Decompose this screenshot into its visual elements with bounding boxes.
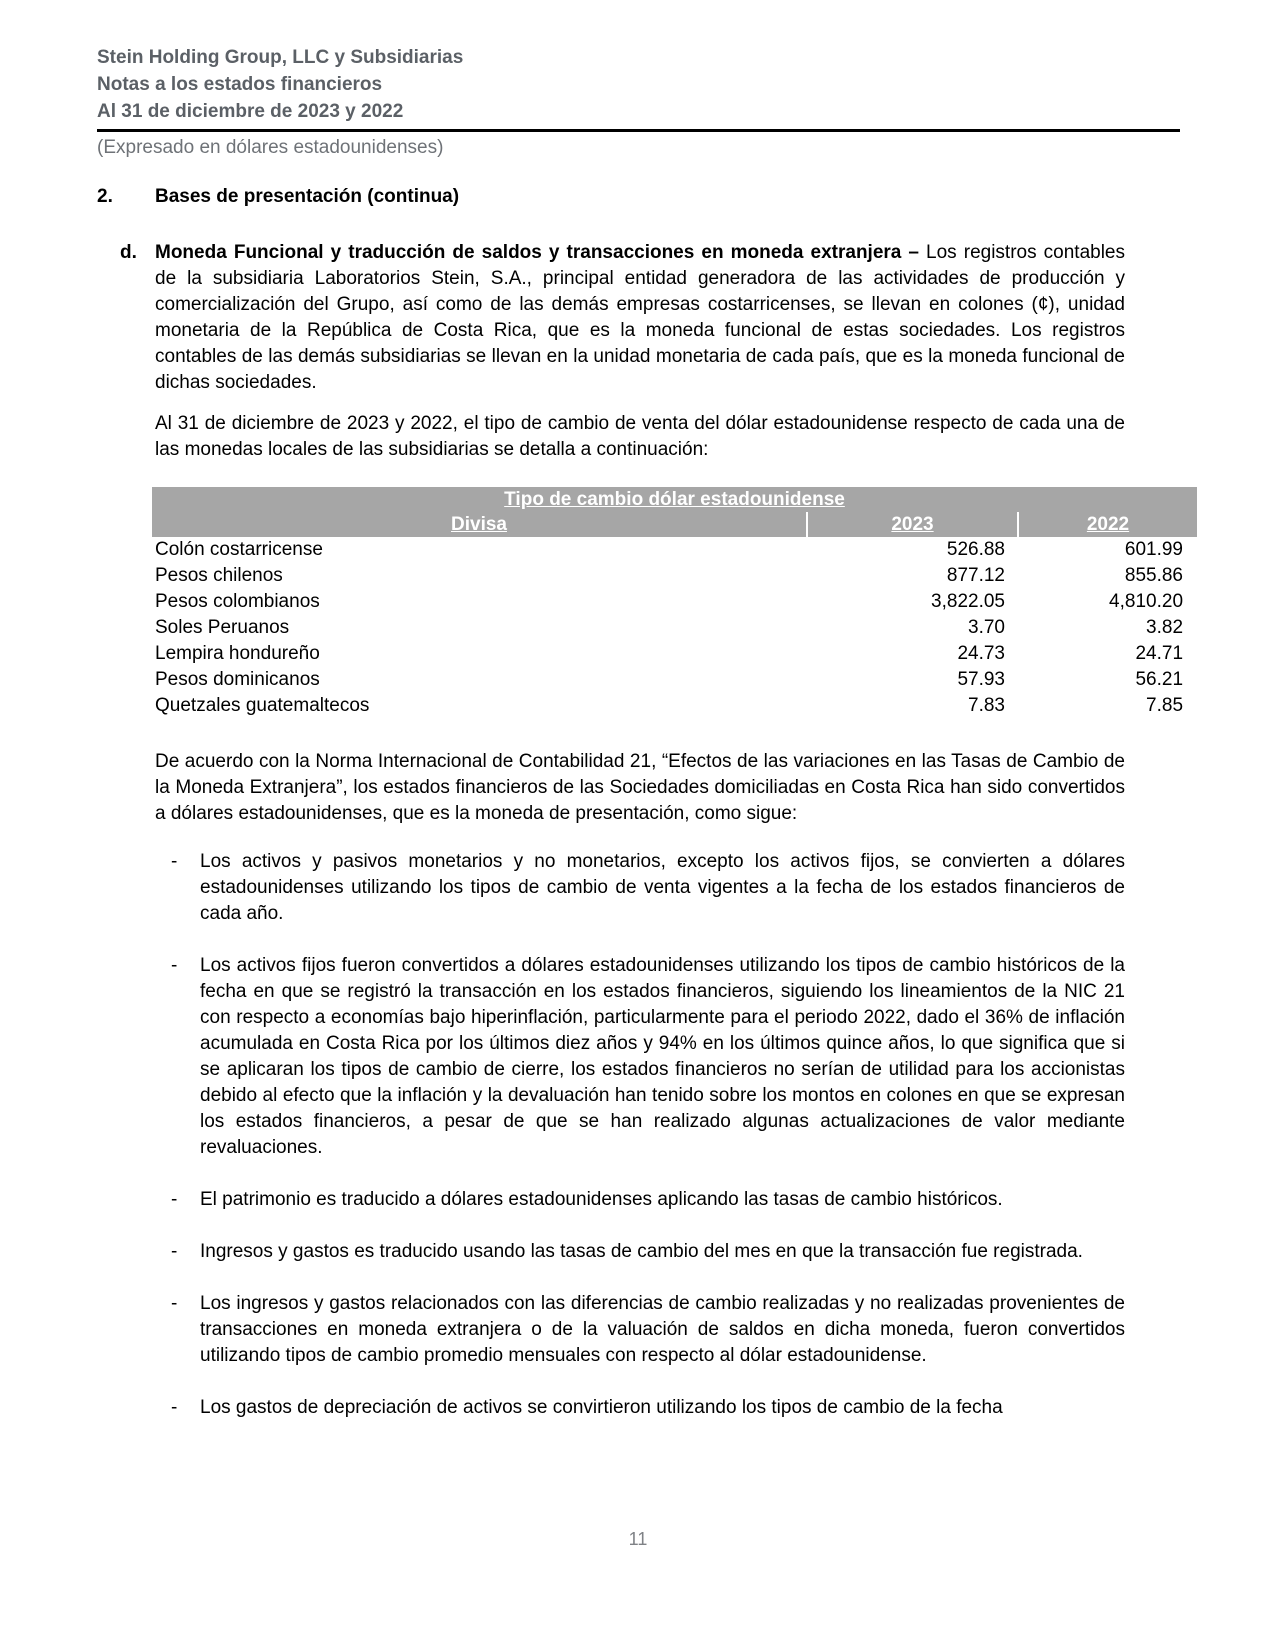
section-title: Bases de presentación (continua): [155, 186, 460, 207]
section-number: 2.: [97, 186, 113, 207]
bullet-text: El patrimonio es traducido a dólares estadounidenses aplicando las tasas de cambio históricos.: [200, 1189, 1003, 1210]
table-title-cell: [152, 487, 1197, 512]
rate-2023-cell: 3.70: [968, 617, 1005, 638]
currency-name-cell: Pesos dominicanos: [155, 669, 320, 690]
document-date-line: Al 31 de diciembre de 2023 y 2022: [97, 101, 404, 122]
column-header-divisa: Divisa: [152, 512, 807, 537]
exchange-rate-table: [152, 487, 1197, 719]
rate-2023-cell: 24.73: [957, 643, 1005, 664]
rate-2022-cell: 601.99: [1124, 539, 1184, 560]
nic-paragraph: De acuerdo con la Norma Internacional de Contabilidad 21, “Efectos de las variaciones en las Tasas de Cambio de la Moneda Extranjera”, los estados financieros de las Sociedades domiciliadas en Costa Rica han sido convertidos a dólares estadounidenses, que es la moneda de presentación, como sigue:: [155, 751, 1125, 824]
table-row: [152, 563, 1197, 589]
bullet-marker: -: [171, 1397, 178, 1418]
bullet-marker: -: [171, 1189, 178, 1210]
bullet-text: Ingresos y gastos es traducido usando las tasas de cambio del mes en que la transacción fue registrada.: [200, 1241, 1083, 1262]
list-item: [155, 1187, 1125, 1213]
currency-name-cell: Pesos colombianos: [155, 591, 320, 612]
rate-2023-cell: 877.12: [946, 565, 1005, 586]
clause-body: Los registros contables de la subsidiaria Laboratorios Stein, S.A., principal entidad generadora de las actividades de producción y comercialización del Grupo, así como de las demás empresas costarricenses, se llevan en colones (¢), unidad monetaria de la República de Costa Rica, que es la moneda funcional de estas sociedades. Los registros contables de las demás subsidiarias se llevan en la unidad monetaria de cada país, que es la moneda funcional de dichas sociedades.: [155, 242, 1125, 393]
rate-2022-cell: 3.82: [1146, 617, 1184, 638]
rate-2023-cell: 7.83: [968, 695, 1005, 716]
list-item: [155, 1395, 1125, 1421]
bullet-text: Los activos fijos fueron convertidos a dólares estadounidenses utilizando los tipos de cambio históricos de la fecha en que se registró la transacción en los estados financieros, siguiendo los lineamientos de la NIC 21 con respecto a economías bajo hiperinflación, particularmente para el periodo 2022, dado el 36% de inflación acumulada en Costa Rica por los últimos diez años y 94% en los últimos quince años, lo que significa que si se aplicaran los tipos de cambio de cierre, los estados financieros no serían de utilidad para los accionistas debido al efecto que la inflación y la devaluación han tenido sobre los montos en colones en que se expresan los estados financieros, a pesar de que se han realizado algunas actualizaciones de valor mediante revaluaciones.: [200, 955, 1125, 1158]
section-heading: [0, 184, 1276, 210]
currency-name-cell: Soles Peruanos: [155, 617, 290, 638]
clause-lead: Moneda Funcional y traducción de saldos y transacciones en moneda extranjera –: [155, 242, 919, 263]
currency-note: (Expresado en dólares estadounidenses): [97, 137, 444, 158]
table-body: [152, 537, 1197, 719]
header-rule: [97, 129, 1180, 132]
bullet-text: Los activos y pasivos monetarios y no monetarios, excepto los activos fijos, se convierten a dólares estadounidenses utilizando los tipos de cambio de venta vigentes a la fecha de los estados financieros de cada año.: [200, 851, 1125, 924]
clause-d: [0, 240, 1276, 396]
currency-name-cell: Pesos chilenos: [155, 565, 283, 586]
column-header-2022: 2022: [1018, 512, 1197, 537]
table-row: [152, 641, 1197, 667]
bullet-list: [155, 849, 1125, 1421]
table-row: [152, 667, 1197, 693]
rate-2023-cell: 57.93: [957, 669, 1005, 690]
column-header-2023: 2023: [807, 512, 1018, 537]
bullet-marker: -: [171, 955, 178, 976]
list-item: [155, 849, 1125, 927]
rate-2022-cell: 4,810.20: [1109, 591, 1184, 612]
list-item: [155, 953, 1125, 1161]
table-row: [152, 615, 1197, 641]
currency-name-cell: Lempira hondureño: [155, 643, 320, 664]
bullet-marker: -: [171, 1293, 178, 1314]
page-number: 11: [628, 1529, 648, 1549]
document-subtitle: Notas a los estados financieros: [97, 74, 383, 95]
rate-2022-cell: 56.21: [1135, 669, 1184, 690]
rate-2022-cell: 7.85: [1146, 695, 1184, 716]
table-header: [152, 487, 1197, 537]
rate-2022-cell: 24.71: [1135, 643, 1184, 664]
list-item: [155, 1291, 1125, 1369]
table-title-row: [152, 487, 1197, 512]
rate-2023-cell: 3,822.05: [931, 591, 1005, 612]
table-columns-row: [152, 512, 1197, 537]
clause-paragraph: [155, 240, 1125, 396]
bullet-text: Los gastos de depreciación de activos se convirtieron utilizando los tipos de cambio de la fecha: [200, 1397, 1003, 1418]
table-row: [152, 589, 1197, 615]
bullet-text: Los ingresos y gastos relacionados con las diferencias de cambio realizadas y no realizadas provenientes de transacciones en moneda extranjera o de la valuación de saldos en dicha moneda, fueron convertidos utilizando tipos de cambio promedio mensuales con respecto al dólar estadounidense.: [200, 1293, 1125, 1366]
table-title: Tipo de cambio dólar estadounidense: [504, 489, 845, 510]
table-row: [152, 693, 1197, 719]
rate-2022-cell: 855.86: [1124, 565, 1184, 586]
rate-2023-cell: 526.88: [946, 539, 1005, 560]
company-name: Stein Holding Group, LLC y Subsidiarias: [97, 47, 464, 68]
clause-label: d.: [120, 242, 137, 263]
letterhead: [97, 44, 1180, 125]
table-row: [152, 537, 1197, 563]
bullet-marker: -: [171, 1241, 178, 1262]
currency-name-cell: Quetzales guatemaltecos: [155, 695, 370, 716]
intro-paragraph: Al 31 de diciembre de 2023 y 2022, el tipo de cambio de venta del dólar estadounidense respecto de cada una de las monedas locales de las subsidiarias se detalla a continuación:: [155, 413, 1125, 460]
currency-name-cell: Colón costarricense: [155, 539, 323, 560]
bullet-marker: -: [171, 851, 178, 872]
list-item: [155, 1239, 1125, 1265]
